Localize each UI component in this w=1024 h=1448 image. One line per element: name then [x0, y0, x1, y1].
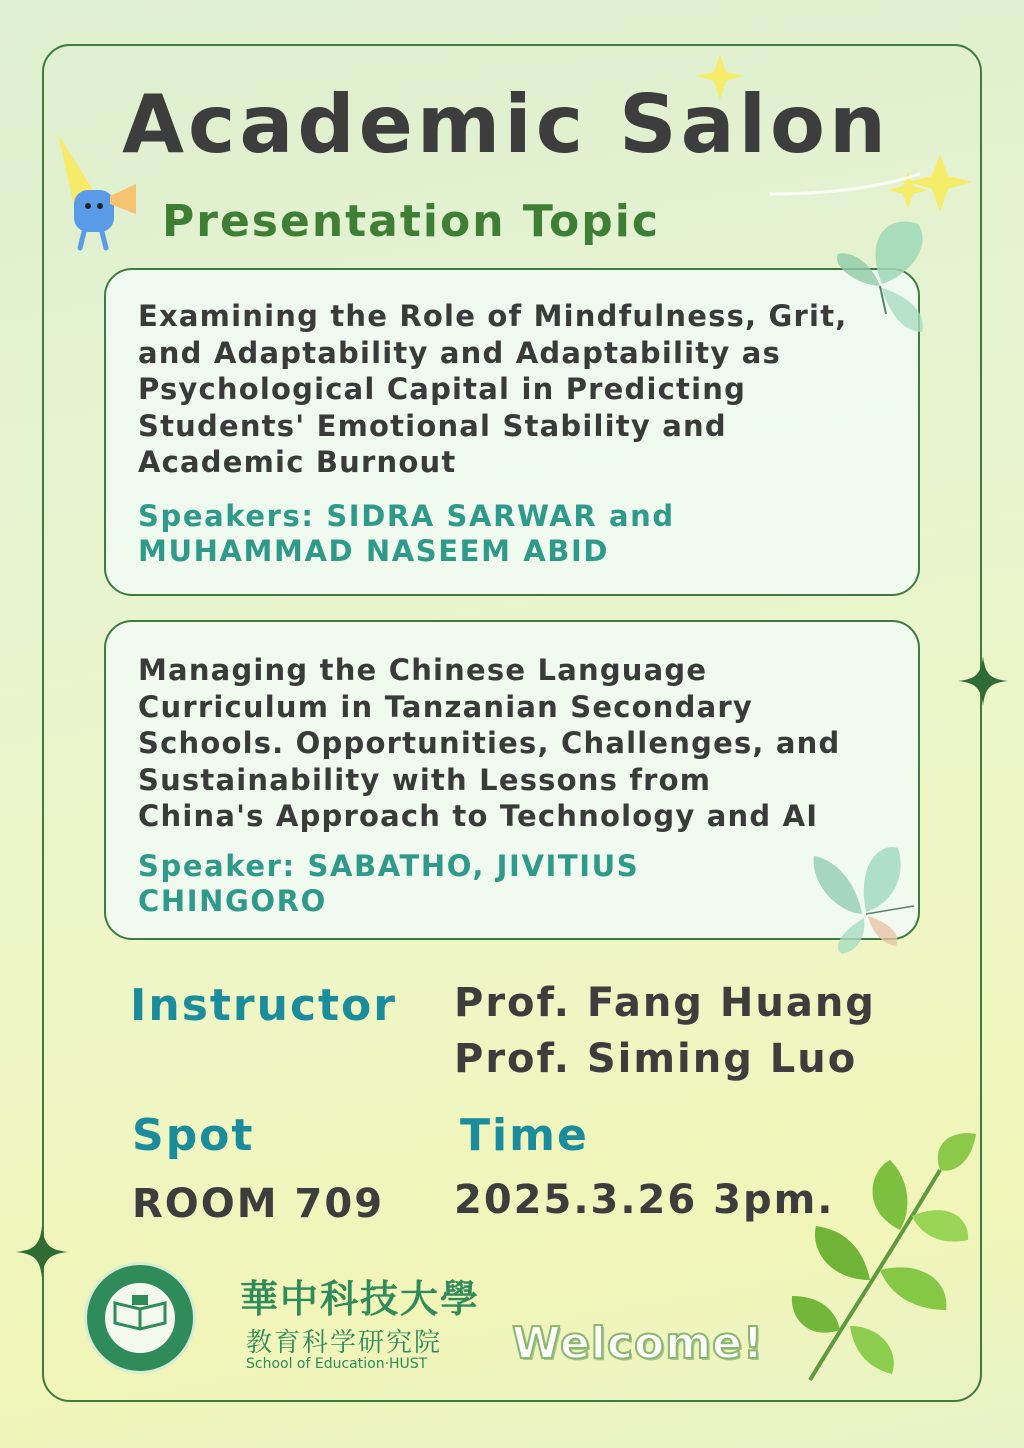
speaker-line: CHINGORO — [138, 883, 327, 918]
presentation-topic — [138, 298, 886, 481]
instructor-name: Prof. Siming Luo — [454, 1036, 858, 1082]
sparkle-star-icon — [16, 1226, 68, 1278]
speaker-line: MUHAMMAD NASEEM ABID — [138, 533, 610, 568]
speaker-line: Speakers: SIDRA SARWAR and — [138, 498, 675, 533]
topic-line: Students' Emotional Stability and — [138, 408, 727, 443]
instructor-name: Prof. Fang Huang — [454, 980, 876, 1026]
school-name-cn: 教育科学研究院 — [246, 1328, 443, 1358]
butterfly-icon — [832, 214, 936, 338]
school-seal-logo — [84, 1262, 196, 1374]
green-leaves-icon — [780, 1130, 980, 1390]
school-name-en: School of Education·HUST — [246, 1356, 428, 1372]
topic-line: Psychological Capital in Predicting — [138, 372, 747, 406]
topic-line: China's Approach to Technology and AI — [138, 799, 819, 833]
butterfly-icon — [806, 842, 922, 956]
time-value: 2025.3.26 3pm. — [454, 1177, 835, 1223]
welcome-text: Welcome! — [512, 1318, 764, 1369]
poster-title: Academic Salon — [122, 78, 890, 171]
sparkle-star-icon — [958, 656, 1008, 706]
presentation-topic — [138, 652, 886, 835]
topic-line: and Adaptability and Adaptability as — [138, 335, 781, 370]
spot-value: ROOM 709 — [132, 1181, 385, 1227]
speaker-line: Speaker: SABATHO, JIVITIUS — [138, 848, 640, 883]
presentation-speakers — [138, 849, 886, 919]
section-title: Presentation Topic — [162, 196, 660, 247]
topic-line: Examining the Role of Mindfulness, Grit, — [138, 299, 848, 333]
presentation-card — [104, 268, 920, 596]
instructor-label: Instructor — [130, 980, 397, 1031]
topic-line: Managing the Chinese Language — [138, 653, 708, 687]
open-book-icon — [105, 1283, 175, 1353]
seal-inner — [103, 1281, 177, 1355]
topic-line: Schools. Opportunities, Challenges, and — [138, 726, 841, 760]
spot-label: Spot — [132, 1110, 255, 1161]
university-name-cn: 華中科技大學 — [240, 1276, 481, 1321]
presentation-card — [104, 620, 920, 940]
topic-line: Academic Burnout — [138, 445, 457, 479]
instructor-names — [454, 975, 876, 1087]
topic-line: Sustainability with Lessons from — [138, 762, 712, 797]
topic-line: Curriculum in Tanzanian Secondary — [138, 689, 753, 724]
time-label: Time — [460, 1110, 589, 1161]
presentation-speakers — [138, 499, 886, 569]
